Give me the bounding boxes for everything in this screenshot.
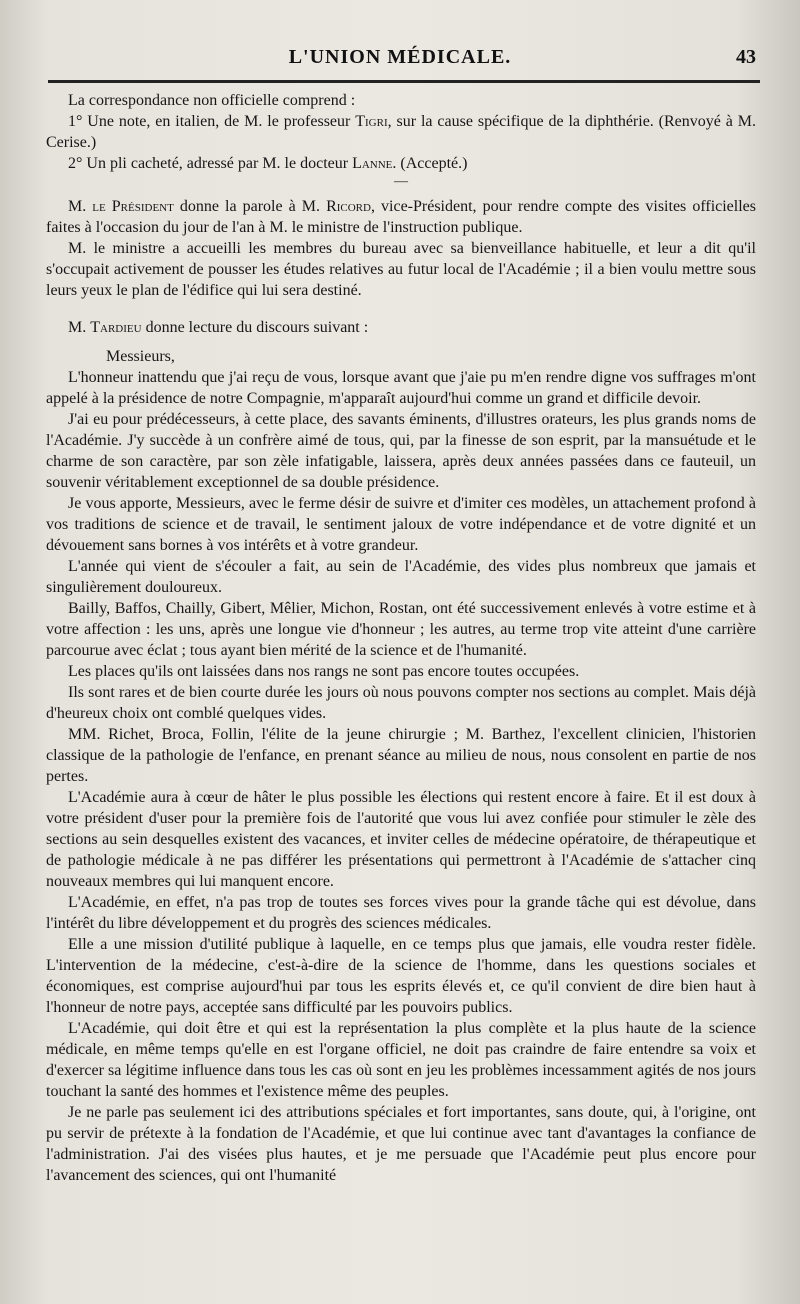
paragraph: [46, 196, 756, 238]
text-run: La correspondance non officielle comprend :: [68, 92, 356, 109]
speaker-name: le Président: [92, 198, 174, 215]
paragraph: [46, 111, 756, 153]
paragraph: [46, 90, 756, 111]
paragraph: Je vous apporte, Messieurs, avec le ferme désir de suivre et d'imiter ces modèles, un attachement profond à vos traditions de science et de travail, le sentiment jaloux de votre indépendance et de votre dignité et un dévouement sans bornes à vos intérêts et à votre grandeur.: [46, 495, 756, 554]
text-run: M.: [68, 319, 91, 336]
text-run: M.: [68, 198, 93, 215]
text-run: donne la parole à M.: [173, 198, 327, 215]
header-rule: [48, 80, 760, 83]
paragraph: MM. Richet, Broca, Follin, l'élite de la jeune chirurgie ; M. Barthez, l'excellent clinicien, l'historien classique de la pathologie de l'enfance, en prenant séance au milieu de nous, nous consolent en partie de nos pertes.: [46, 726, 756, 785]
salutation: Messieurs,: [106, 348, 175, 365]
paragraph: Ils sont rares et de bien courte durée les jours où nous pouvons compter nos sections au complet. Mais déjà d'heureux choix ont comblé quelques vides.: [46, 684, 756, 722]
paragraph: L'année qui vient de s'écouler a fait, au sein de l'Académie, des vides plus nombreux que jamais et singulièrement douloureux.: [46, 558, 756, 596]
speaker-name: Tardieu: [90, 319, 142, 336]
page-number: 43: [736, 46, 756, 68]
paragraph: Elle a une mission d'utilité publique à laquelle, en ce temps plus que jamais, elle voudra rester fidèle. L'intervention de la médecine, c'est-à-dire de la science de l'homme, dans les questions sociales et économiques, est comprise aujourd'hui par tous les esprits élevés et, ce qu'il convient de dire bien haut à l'honneur de notre pays, acceptée sans difficulté par les pouvoirs publics.: [46, 936, 756, 1016]
paragraph: J'ai eu pour prédécesseurs, à cette place, des savants éminents, d'illustres orateurs, les plus grands noms de l'Académie. J'y succède à un confrère aimé de tous, qui, par la finesse de son esprit, par la mansuétude et le charme de son caractère, par son zèle infatigable, laissera, après deux années passées dans ce fauteuil, un souvenir véritablement exceptionnel de sa double présidence.: [46, 411, 756, 491]
paragraph: L'Académie aura à cœur de hâter le plus possible les élections qui restent encore à faire. Et il est doux à votre président d'user pour la première fois de l'autorité que vous lui avez confiée pour stimuler le zèle des sections au sein desquelles existent des vacances, et inviter celles de médecine opératoire, de thérapeutique et de pathologie médicale à ne pas différer les présentations qui permettront à l'Académie de s'attacher cinq nouveaux membres qui lui manquent encore.: [46, 789, 756, 890]
paragraph: [46, 153, 756, 174]
paragraph: Bailly, Baffos, Chailly, Gibert, Mêlier, Michon, Rostan, ont été successivement enlevés à votre estime et à votre affection : les uns, après une longue vie d'honneur ; les autres, au terme trop vite atteint d'une carrière parcourue avec éclat ; tous ayant bien mérité de la science et de l'humanité.: [46, 600, 756, 659]
text-run: 1° Une note, en italien, de M. le professeur: [68, 113, 356, 130]
text-run: , vice-Président, pour rendre compte des visites officielles faites à l'occasion du jour de l'an à M. le ministre de l'instruction publique.: [46, 198, 756, 236]
paragraph: [46, 238, 756, 301]
running-title: L'UNION MÉDICALE.: [288, 46, 512, 68]
author-name: Lanne: [352, 155, 393, 172]
text-run: , sur la cause spécifique de la diphthérie. (Renvoyé à M. Cerise.): [46, 113, 757, 151]
paragraph: L'Académie, en effet, n'a pas trop de toutes ses forces vives pour la grande tâche qui est dévolue, dans l'intérêt du libre développement et du progrès des sciences médicales.: [46, 894, 756, 932]
text-run: . (Accepté.): [392, 155, 468, 172]
paragraph: L'honneur inattendu que j'ai reçu de vous, lorsque avant que j'aie pu m'en rendre digne vos suffrages m'ont appelé à la présidence de notre Compagnie, m'apparaît aujourd'hui comme un grand et difficile devoir.: [46, 369, 756, 407]
body-text: [46, 90, 756, 1186]
text-run: M. le ministre a accueilli les membres du bureau avec sa bienveillance habituelle, et leur a dit qu'il s'occupait activement de pousser les études relatives au futur local de l'Académie ; il a bien voulu mettre sous leurs yeux le plan de l'édifice qui lui sera destiné.: [46, 240, 756, 299]
page-header: [40, 42, 760, 82]
text-run: donne lecture du discours suivant :: [141, 319, 369, 336]
paragraph: [46, 317, 756, 338]
paragraph: L'Académie, qui doit être et qui est la représentation la plus complète et la plus haute de la science médicale, en même temps qu'elle en est l'organe officiel, ne doit pas craindre de faire entendre sa voix et d'exercer sa légitime influence dans tous les cas où sont en jeu les problèmes incessamment agités de nos jours touchant la santé des hommes et l'existence même des peuples.: [46, 1020, 756, 1100]
paragraph: Les places qu'ils ont laissées dans nos rangs ne sont pas encore toutes occupées.: [68, 663, 580, 680]
author-name: Tigri: [355, 113, 388, 130]
section-divider: —: [394, 174, 408, 189]
text-run: 2° Un pli cacheté, adressé par M. le docteur: [68, 155, 353, 172]
speaker-name: Ricord: [326, 198, 371, 215]
paragraph: Je ne parle pas seulement ici des attributions spéciales et fort importantes, sans doute, qui, à l'origine, ont pu servir de prétexte à la fondation de l'Académie, et que lui continue avec tant d'avantages la confiance de l'administration. J'ai des visées plus hautes, et je me persuade que l'Académie peut plus encore pour l'avancement des sciences, qui ont l'humanité: [46, 1104, 756, 1184]
